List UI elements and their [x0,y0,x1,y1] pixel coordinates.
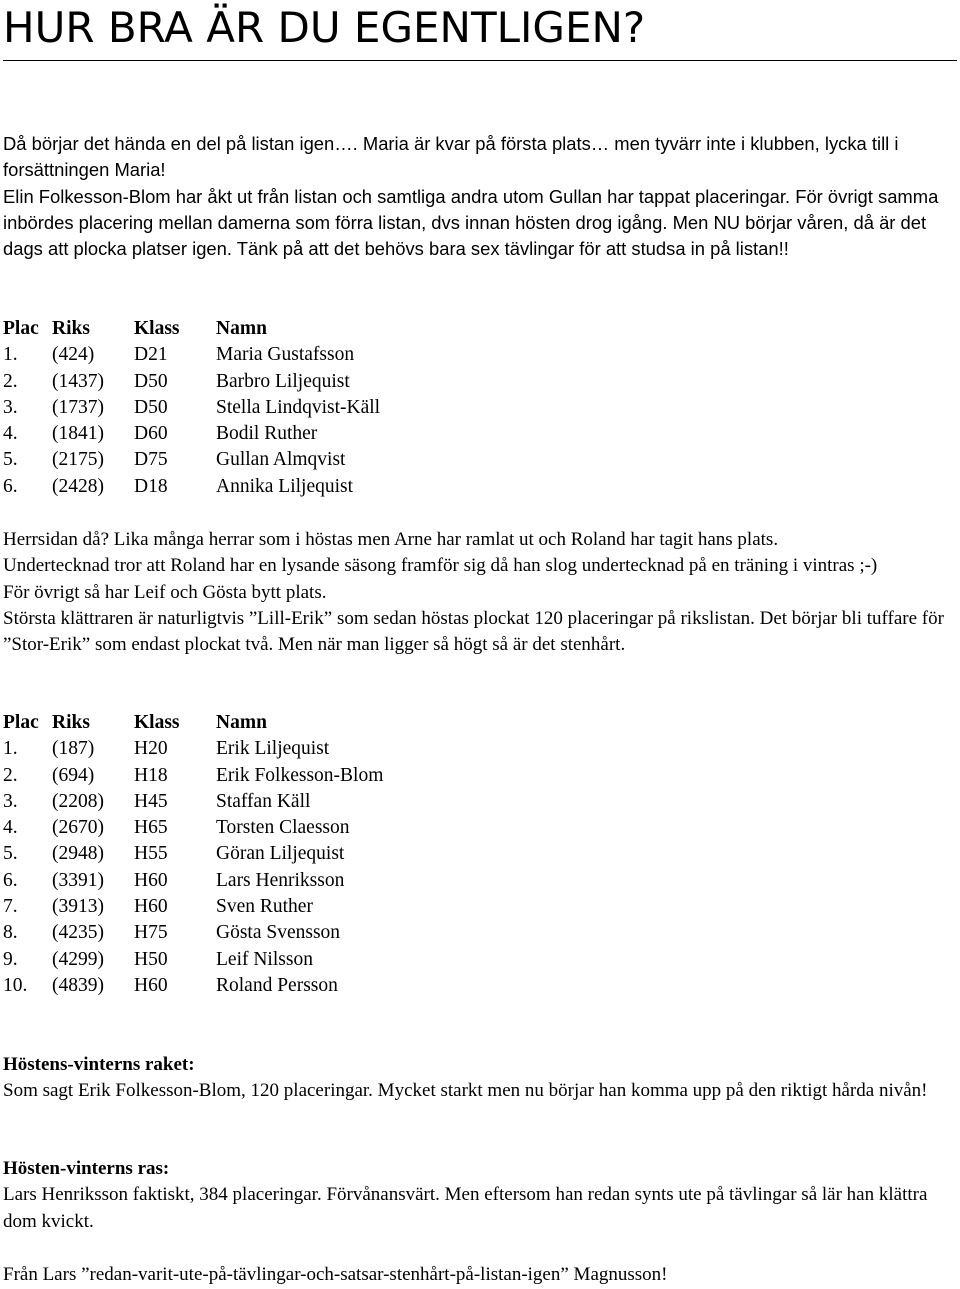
cell-riks: (187) [52,738,95,760]
cell-klass: H55 [134,843,168,865]
cell-riks: (424) [52,344,95,366]
cell-namn: Erik Folkesson-Blom [216,764,384,786]
cell-klass: D50 [134,370,168,392]
header-klass: Klass [134,318,180,339]
cell-namn: Gösta Svensson [216,922,341,944]
cell-klass: D18 [134,475,168,497]
cell-riks: (2948) [52,843,104,865]
cell-klass: H60 [134,974,168,996]
cell-plac: 7. [3,896,18,918]
cell-plac: 5. [3,449,18,471]
cell-klass: D21 [134,344,168,366]
cell-namn: Stella Lindqvist-Käll [216,396,381,418]
cell-riks: (4235) [52,922,104,944]
header-namn: Namn [216,318,267,339]
cell-plac: 1. [3,344,18,366]
cell-namn: Lars Henriksson [216,869,345,891]
cell-plac: 9. [3,948,18,970]
cell-namn: Torsten Claesson [216,817,350,839]
header-riks: Riks [52,712,90,733]
cell-klass: D75 [134,449,168,471]
cell-namn: Sven Ruther [216,896,313,918]
cell-riks: (3913) [52,896,104,918]
cell-namn: Gullan Almqvist [216,449,346,471]
cell-klass: H20 [134,738,168,760]
title-divider [3,60,957,61]
cell-klass: H65 [134,817,168,839]
cell-plac: 2. [3,764,18,786]
cell-klass: H18 [134,764,168,786]
cell-namn: Maria Gustafsson [216,344,355,366]
intro-section [3,131,957,262]
cell-plac: 1. [3,738,18,760]
cell-klass: H50 [134,948,168,970]
ras-text: Lars Henriksson faktiskt, 384 placeringar. Förvånansvärt. Men eftersom han redan synts ute på tävlingar så lär han klättra dom kvickt. [3,1184,928,1232]
ras-heading: Hösten-vinterns ras: [3,1158,170,1179]
cell-plac: 2. [3,370,18,392]
cell-namn: Staffan Käll [216,790,311,812]
cell-plac: 6. [3,475,18,497]
closing-section [3,1262,957,1288]
cell-plac: 10. [3,974,28,996]
closing-text: Från Lars ”redan-varit-ute-på-tävlingar-och-satsar-stenhårt-på-listan-igen” Magnusson! [3,1264,668,1285]
intro-paragraph: Elin Folkesson-Blom har åkt ut från listan och samtliga andra utom Gullan har tappat placeringar. För övrigt samma inbördes placering mellan damerna som förra listan, dvs innan hösten drog igång. Men NU börjar våren, då är det dags att plocka platser igen. Tänk på att det behövs bara sex tävlingar för att studsa in på listan!! [3,185,939,260]
raket-section [3,1052,957,1105]
cell-plac: 6. [3,869,18,891]
cell-plac: 8. [3,922,18,944]
cell-klass: H60 [134,896,168,918]
cell-riks: (1437) [52,370,104,392]
cell-namn: Barbro Liljequist [216,370,350,392]
men-commentary [3,527,957,658]
men-paragraph: Herrsidan då? Lika många herrar som i höstas men Arne har ramlat ut och Roland har tagit hans plats. [3,529,779,550]
cell-klass: D50 [134,396,168,418]
cell-klass: D60 [134,423,168,445]
cell-riks: (694) [52,764,95,786]
cell-namn: Bodil Ruther [216,423,318,445]
cell-riks: (1841) [52,423,104,445]
cell-klass: H75 [134,922,168,944]
cell-klass: H45 [134,790,168,812]
raket-heading: Höstens-vinterns raket: [3,1054,195,1075]
cell-plac: 3. [3,790,18,812]
cell-namn: Annika Liljequist [216,475,354,497]
cell-plac: 3. [3,396,18,418]
cell-riks: (2175) [52,449,104,471]
cell-namn: Göran Liljequist [216,843,345,865]
cell-namn: Erik Liljequist [216,738,330,760]
header-riks: Riks [52,318,90,339]
cell-riks: (4299) [52,948,104,970]
raket-text: Som sagt Erik Folkesson-Blom, 120 placeringar. Mycket starkt men nu börjar han komma upp på den riktigt hårda nivån! [3,1080,928,1102]
cell-namn: Leif Nilsson [216,948,313,970]
cell-riks: (2208) [52,790,104,812]
cell-klass: H60 [134,869,168,891]
cell-plac: 4. [3,423,18,445]
header-plac: Plac [3,712,39,733]
cell-riks: (2670) [52,817,104,839]
cell-plac: 4. [3,817,18,839]
men-paragraph: För övrigt så har Leif och Gösta bytt plats. [3,581,327,603]
header-namn: Namn [216,712,267,733]
ras-section [3,1156,957,1235]
cell-riks: (1737) [52,396,104,418]
cell-plac: 5. [3,843,18,865]
cell-namn: Roland Persson [216,974,338,996]
cell-riks: (3391) [52,869,104,891]
men-paragraph: Största klättraren är naturligtvis ”Lill-Erik” som sedan höstas plockat 120 placeringar på rikslistan. Det börjar bli tuffare för ”Stor-Erik” som endast plockat två. Men när man ligger så högt så är det stenhårt. [3,607,944,656]
header-plac: Plac [3,318,39,339]
intro-paragraph: Då börjar det hända en del på listan igen…. Maria är kvar på första plats… men tyvärr inte i klubben, lycka till i forsättningen Maria! [3,133,899,181]
header-klass: Klass [134,712,180,733]
cell-riks: (2428) [52,475,104,497]
page-title: HUR BRA ÄR DU EGENTLIGEN? [3,3,646,52]
men-paragraph: Undertecknad tror att Roland har en lysande säsong framför sig då han slog undertecknad på en träning i vintras ;-) [3,555,878,577]
cell-riks: (4839) [52,974,104,996]
